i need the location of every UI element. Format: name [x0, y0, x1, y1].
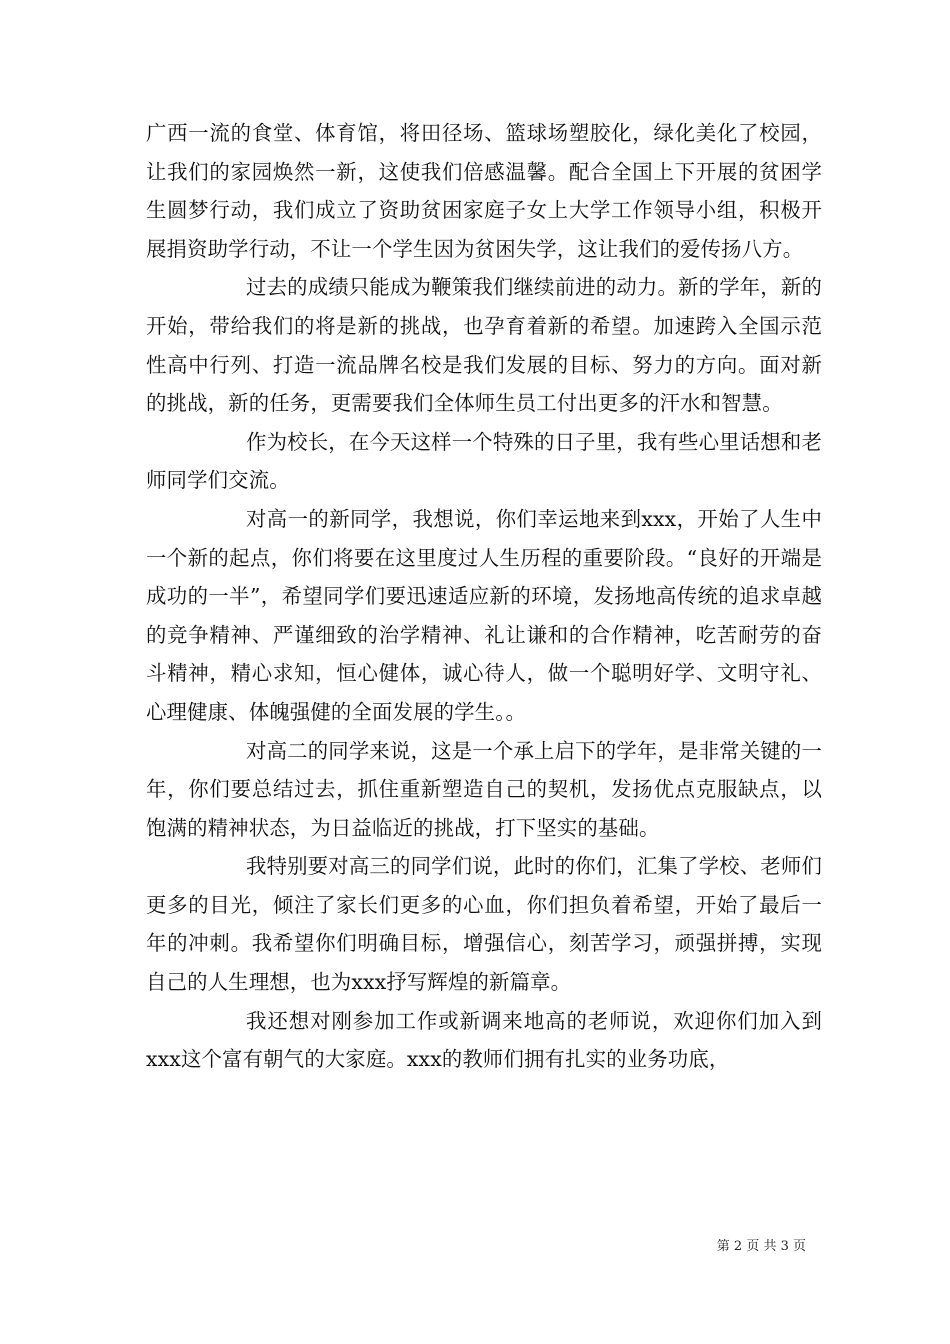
paragraph-4: 对高一的新同学，我想说，你们幸运地来到xxx，开始了人生中一个新的起点，你们将要在这里度过人生历程的重要阶段。“良好的开端是成功的一半”，希望同学们要迅速适应新的环境，发扬地高传统的追求卓越的竞争精神、严谨细致的治学精神、礼让谦和的合作精神，吃苦耐劳的奋斗精神，精心求知，恒心健体，诚心待人，做一个聪明好学、文明守礼、心理健康、体魄强健的全面发展的学生。。: [146, 506, 822, 724]
page-number: 第 2 页 共 3 页: [716, 1239, 806, 1254]
paragraph-7: 我还想对刚参加工作或新调来地高的老师说，欢迎你们加入到xxx这个富有朝气的大家庭。xxx的教师们拥有扎实的业务功底，: [146, 1008, 822, 1072]
paragraph-6: 我特别要对高三的同学们说，此时的你们，汇集了学校、老师们更多的目光，倾注了家长们更多的心血，你们担负着希望，开始了最后一年的冲刺。我希望你们明确目标，增强信心，刻苦学习，顽强拼搏，实现自己的人生理想，也为xxx抒写辉煌的新篇章。: [146, 854, 822, 995]
paragraph-5: 对高二的同学来说，这是一个承上启下的学年，是非常关键的一年，你们要总结过去，抓住重新塑造自己的契机，发扬优点克服缺点，以饱满的精神状态，为日益临近的挑战，打下坚实的基础。: [146, 738, 822, 840]
paragraph-1: 广西一流的食堂、体育馆，将田径场、篮球场塑胶化，绿化美化了校园，让我们的家园焕然一新，这使我们倍感温馨。配合全国上下开展的贫困学生圆梦行动，我们成立了资助贫困家庭子女上大学工作领导小组，积极开展捐资助学行动，不让一个学生因为贫困失学，这让我们的爱传扬八方。: [146, 121, 822, 261]
paragraph-3: 作为校长，在今天这样一个特殊的日子里，我有些心里话想和老师同学们交流。: [146, 429, 822, 493]
paragraph-2: 过去的成绩只能成为鞭策我们继续前进的动力。新的学年，新的开始，带给我们的将是新的挑战，也孕育着新的希望。加速跨入全国示范性高中行列、打造一流品牌名校是我们发展的目标、努力的方向。面对新的挑战，新的任务，更需要我们全体师生员工付出更多的汗水和智慧。: [146, 275, 822, 416]
document-body: [146, 114, 822, 1079]
